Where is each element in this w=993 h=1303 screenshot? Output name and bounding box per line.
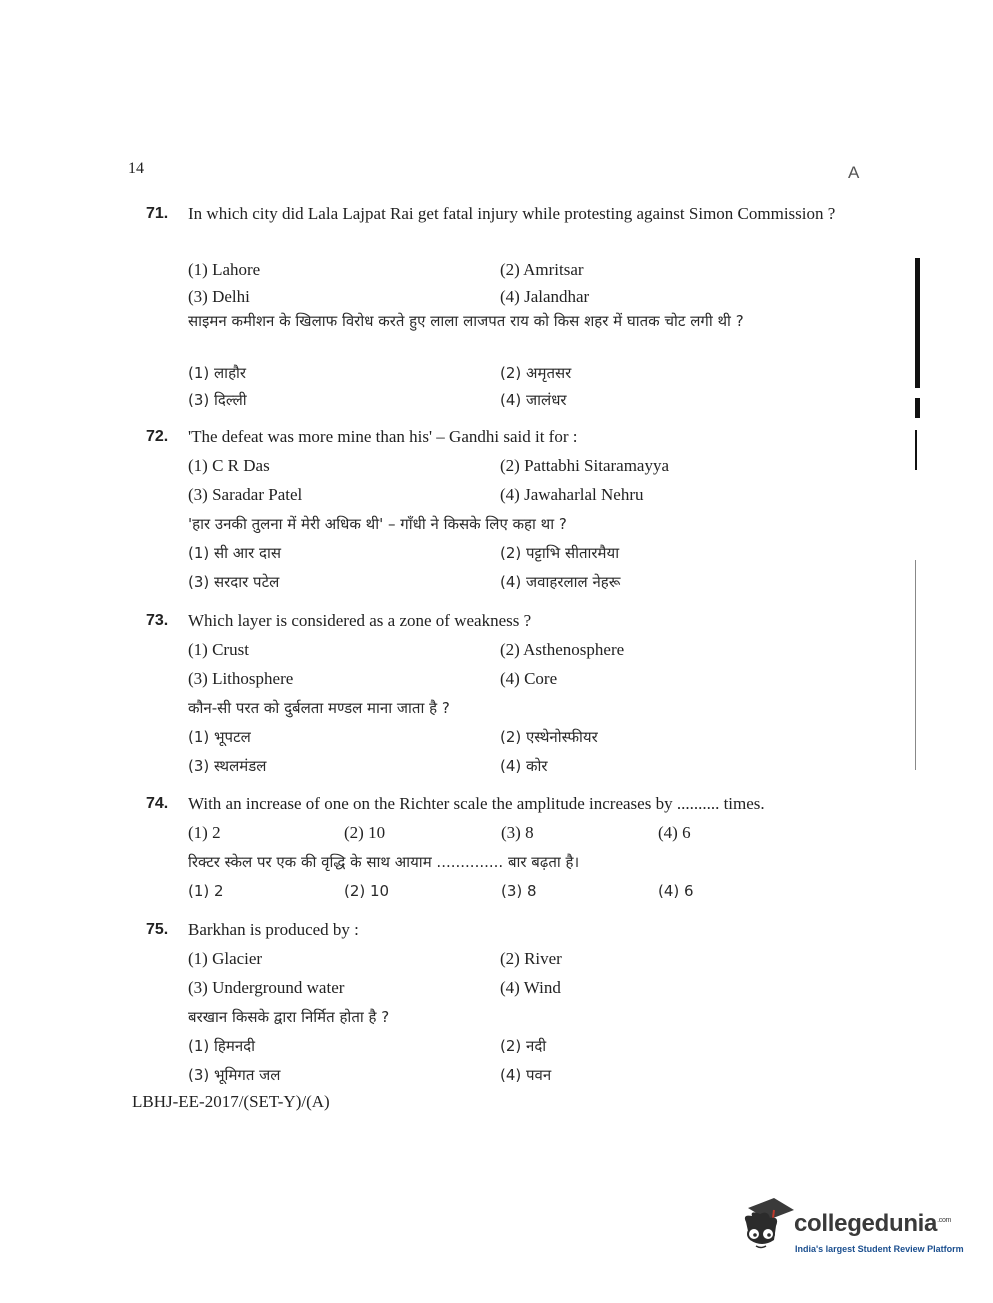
option-row xyxy=(146,362,856,389)
option: (3) Saradar Patel xyxy=(188,485,303,504)
option: (1) Crust xyxy=(188,640,249,659)
option: (4) पवन xyxy=(500,1066,552,1084)
question-stem xyxy=(146,426,856,455)
option: (3) 8 xyxy=(501,823,534,842)
option: (1) लाहौर xyxy=(188,364,247,382)
question-stem xyxy=(146,919,856,948)
option: (3) दिल्ली xyxy=(188,391,247,409)
option: (4) जवाहरलाल नेहरू xyxy=(500,573,621,591)
option: (2) Asthenosphere xyxy=(500,640,625,659)
footer-code: LBHJ-EE-2017/(SET-Y)/(A) xyxy=(132,1092,330,1111)
question-number: 75. xyxy=(146,921,169,938)
option: (3) सरदार पटेल xyxy=(188,573,280,591)
question-stem xyxy=(146,610,856,639)
question-stem-hi xyxy=(146,513,856,542)
option: (2) अमृतसर xyxy=(500,364,572,382)
brand-name: collegedunia$^{.com}$ xyxy=(794,1210,952,1237)
option: (3) Lithosphere xyxy=(188,669,294,688)
option: (4) Core xyxy=(500,669,558,688)
question-stem-hi xyxy=(146,310,856,362)
question-71 xyxy=(146,203,856,418)
question-text-en: Barkhan is produced by : xyxy=(188,920,359,939)
option-row xyxy=(146,542,856,571)
question-text-hi: रिक्टर स्केल पर एक की वृद्धि के साथ आयाम .............. बार बढ़ता है। xyxy=(188,853,580,871)
question-stem xyxy=(146,203,856,259)
option-row xyxy=(146,755,856,784)
option: (4) कोर xyxy=(500,757,548,775)
option-row xyxy=(146,455,856,484)
option-row xyxy=(146,484,856,513)
option: (3) Delhi xyxy=(188,287,250,306)
option: (4) Wind xyxy=(500,978,561,997)
option: (4) Jalandhar xyxy=(500,287,590,306)
option-row xyxy=(146,880,856,909)
option: (3) स्थलमंडल xyxy=(188,757,267,775)
option: (1) Lahore xyxy=(188,260,261,279)
option: (1) 2 xyxy=(188,882,224,900)
option: (2) Pattabhi Sitaramayya xyxy=(500,456,670,475)
option: (1) भूपटल xyxy=(188,728,251,746)
question-stem xyxy=(146,793,856,822)
question-text-hi: 'हार उनकी तुलना में मेरी अधिक थी' – गाँधी ने किसके लिए कहा था ? xyxy=(188,515,567,533)
question-text-en: With an increase of one on the Richter scale the amplitude increases by .......... times. xyxy=(188,794,765,813)
set-letter: A xyxy=(848,163,860,182)
option-row xyxy=(146,822,856,851)
option: (1) 2 xyxy=(188,823,221,842)
question-stem-hi xyxy=(146,851,856,880)
option-row xyxy=(146,948,856,977)
option: (4) Jawaharlal Nehru xyxy=(500,485,644,504)
question-text-en: Which layer is considered as a zone of weakness ? xyxy=(188,611,532,630)
option-row xyxy=(146,726,856,755)
option-row xyxy=(146,639,856,668)
scan-edge-mark xyxy=(915,258,920,388)
option-row xyxy=(146,571,856,600)
option: (2) Amritsar xyxy=(500,260,584,279)
page-number: 14 xyxy=(128,160,144,177)
scan-edge-mark xyxy=(915,430,917,470)
question-text-hi: बरखान किसके द्वारा निर्मित होता है ? xyxy=(188,1008,390,1026)
student-mascot-icon xyxy=(738,1196,794,1258)
collegedunia-logo xyxy=(738,1196,963,1266)
question-text-hi: साइमन कमीशन के खिलाफ विरोध करते हुए लाला लाजपत राय को किस शहर में घातक चोट लगी थी ? xyxy=(188,312,744,330)
question-text-en: 'The defeat was more mine than his' – Gandhi said it for : xyxy=(188,427,578,446)
option-row xyxy=(146,1035,856,1064)
option: (1) सी आर दास xyxy=(188,544,282,562)
question-stem-hi xyxy=(146,1006,856,1035)
option: (2) River xyxy=(500,949,562,968)
question-text-en: In which city did Lala Lajpat Rai get fatal injury while protesting against Simon Commission ? xyxy=(188,204,836,223)
question-number: 74. xyxy=(146,795,169,812)
question-73 xyxy=(146,610,856,784)
scan-edge-mark xyxy=(915,560,916,770)
option: (4) 6 xyxy=(658,823,691,842)
option: (1) C R Das xyxy=(188,456,270,475)
question-74 xyxy=(146,793,856,909)
option: (4) जालंधर xyxy=(500,391,567,409)
option: (3) 8 xyxy=(501,882,537,900)
option-row xyxy=(146,259,856,286)
question-75 xyxy=(146,919,856,1093)
option: (2) पट्टाभि सीतारमैया xyxy=(500,544,620,562)
option: (3) Underground water xyxy=(188,978,345,997)
option: (2) 10 xyxy=(344,882,390,900)
option: (2) 10 xyxy=(344,823,386,842)
brand-tagline: India's largest Student Review Platform xyxy=(795,1244,964,1254)
option: (2) एस्थेनोस्फीयर xyxy=(500,728,598,746)
question-number: 71. xyxy=(146,205,169,222)
question-text-hi: कौन-सी परत को दुर्बलता मण्डल माना जाता है ? xyxy=(188,699,450,717)
option: (3) भूमिगत जल xyxy=(188,1066,281,1084)
question-stem-hi xyxy=(146,697,856,726)
option-row xyxy=(146,668,856,697)
option-row xyxy=(146,389,856,418)
question-72 xyxy=(146,426,856,600)
question-number: 72. xyxy=(146,428,169,445)
option-row xyxy=(146,1064,856,1093)
option: (1) Glacier xyxy=(188,949,263,968)
option-row xyxy=(146,286,856,310)
option: (1) हिमनदी xyxy=(188,1037,256,1055)
option: (2) नदी xyxy=(500,1037,547,1055)
scan-edge-mark xyxy=(915,398,920,418)
option-row xyxy=(146,977,856,1006)
question-number: 73. xyxy=(146,612,169,629)
option: (4) 6 xyxy=(658,882,694,900)
